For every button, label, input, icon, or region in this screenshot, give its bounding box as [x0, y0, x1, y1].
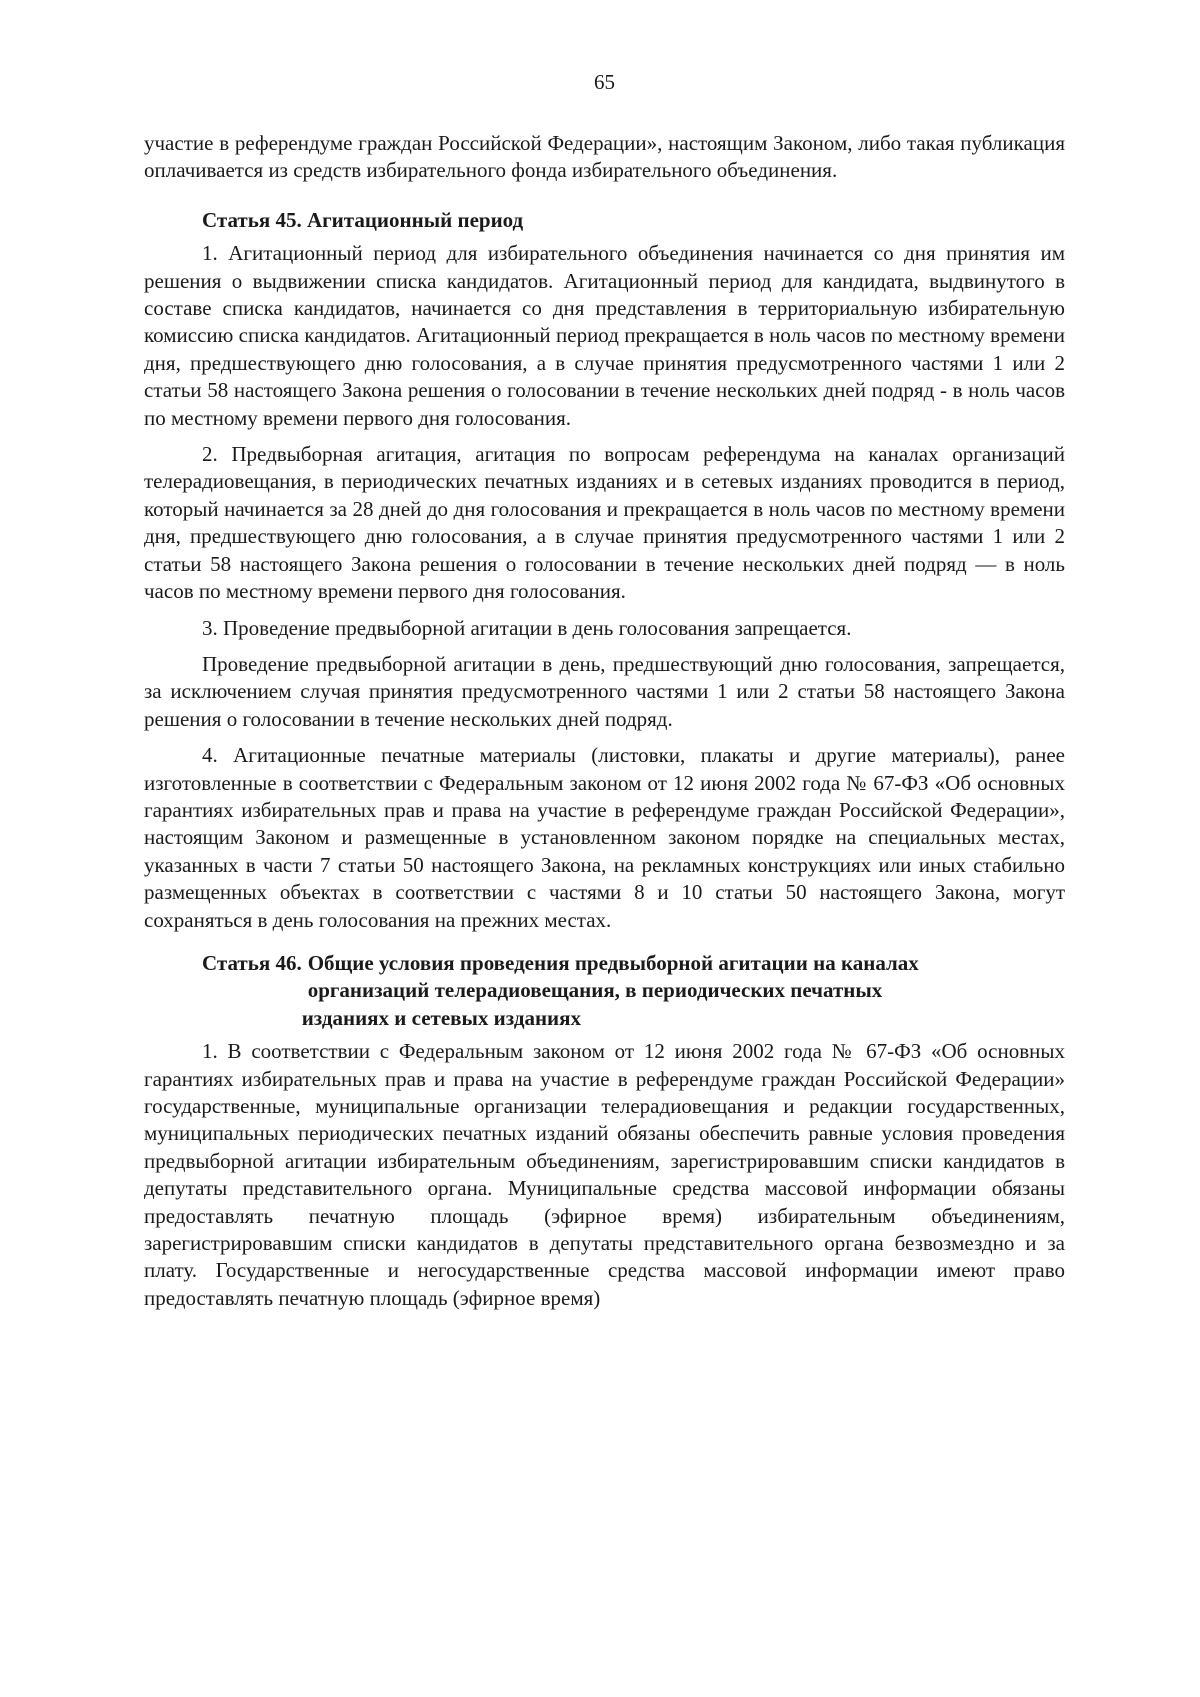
article-46-title-line-1: Общие условия проведения предвыборной агитации на каналах — [307, 950, 919, 975]
article-45-paragraph-4: 4. Агитационные печатные материалы (листовки, плакаты и другие материалы), ранее изготовленные в соответствии с Федеральным законом от 12 июня 2002 года № 67-ФЗ «Об основных гарантиях избирательных прав и права на участие в референдуме граждан Российской Федерации», настоящим Законом и размещенные в установленном законом порядке на специальных местах, указанных в части 7 статьи 50 настоящего Закона, на рекламных конструкциях или иных стабильно размещенных объектах в соответствии с частями 8 и 10 статьи 50 настоящего Закона, могут сохраняться в день голосования на прежних местах. — [144, 743, 1065, 932]
article-46-paragraph-1: 1. В соответствии с Федеральным законом от 12 июня 2002 года № 67-ФЗ «Об основных гарантиях избирательных прав и права на участие в референдуме граждан Российской Федерации» государственные, муниципальные организации телерадиовещания и редакции государственных, муниципальных периодических печатных изданий обязаны обеспечить равные условия проведения предвыборной агитации избирательным объединениям, зарегистрировавшим списки кандидатов в депутаты представительного органа. Муниципальные средства массовой информации обязаны предоставлять печатную площадь (эфирное время) избирательным объединениям, зарегистрировавшим списки кандидатов в депутаты представительного органа безвозмездно и за плату. Государственные и негосударственные средства массовой информации имеют право предоставлять печатную площадь (эфирное время) — [144, 1039, 1065, 1310]
article-45-paragraph-1: 1. Агитационный период для избирательного объединения начинается со дня принятия им решения о выдвижении списка кандидатов. Агитационный период для кандидата, выдвинутого в составе списка кандидатов, начинается со дня представления в территориальную избирательную комиссию списка кандидатов. Агитационный период прекращается в ноль часов по местному времени дня, предшествующего дню голосования, а в случае принятия предусмотренного частями 1 или 2 статьи 58 настоящего Закона решения о голосовании в течение нескольких дней подряд - в ноль часов по местному времени первого дня голосования. — [144, 241, 1065, 430]
article-46-heading — [144, 950, 1065, 1032]
article-45-paragraph-2: 2. Предвыборная агитация, агитация по вопросам референдума на каналах организаций телерадиовещания, в периодических печатных изданиях и в сетевых изданиях проводится в период, который начинается за 28 дней до дня голосования и прекращается в ноль часов по местному времени дня, предшествующего дню голосования, а в случае принятия предусмотренного частями 1 или 2 статьи 58 настоящего Закона решения о голосовании в течение нескольких дней подряд — в ноль часов по местному времени первого дня голосования. — [144, 442, 1065, 604]
article-45-heading: Статья 45. Агитационный период — [202, 207, 524, 232]
article-46-title — [302, 950, 919, 1032]
intro-paragraph: участие в референдуме граждан Российской Федерации», настоящим Законом, либо такая публикация оплачивается из средств избирательного фонда избирательного объединения. — [144, 131, 1065, 183]
article-46-title-line-3: изданиях и сетевых изданиях — [301, 1005, 582, 1030]
article-45-paragraph-3b: Проведение предвыборной агитации в день, предшествующий дню голосования, запрещается, за исключением случая принятия предусмотренного частями 1 или 2 статьи 58 настоящего Закона решения о голосовании в течение нескольких дней подряд. — [144, 651, 1065, 731]
article-45-paragraph-3: 3. Проведение предвыборной агитации в день голосования запрещается. — [202, 615, 852, 640]
document-page — [144, 70, 1065, 1312]
article-46-number: Статья 46. — [202, 950, 302, 975]
page-number: 65 — [594, 70, 615, 94]
article-46-title-line-2: организаций телерадиовещания, в периодических печатных — [307, 978, 883, 1003]
